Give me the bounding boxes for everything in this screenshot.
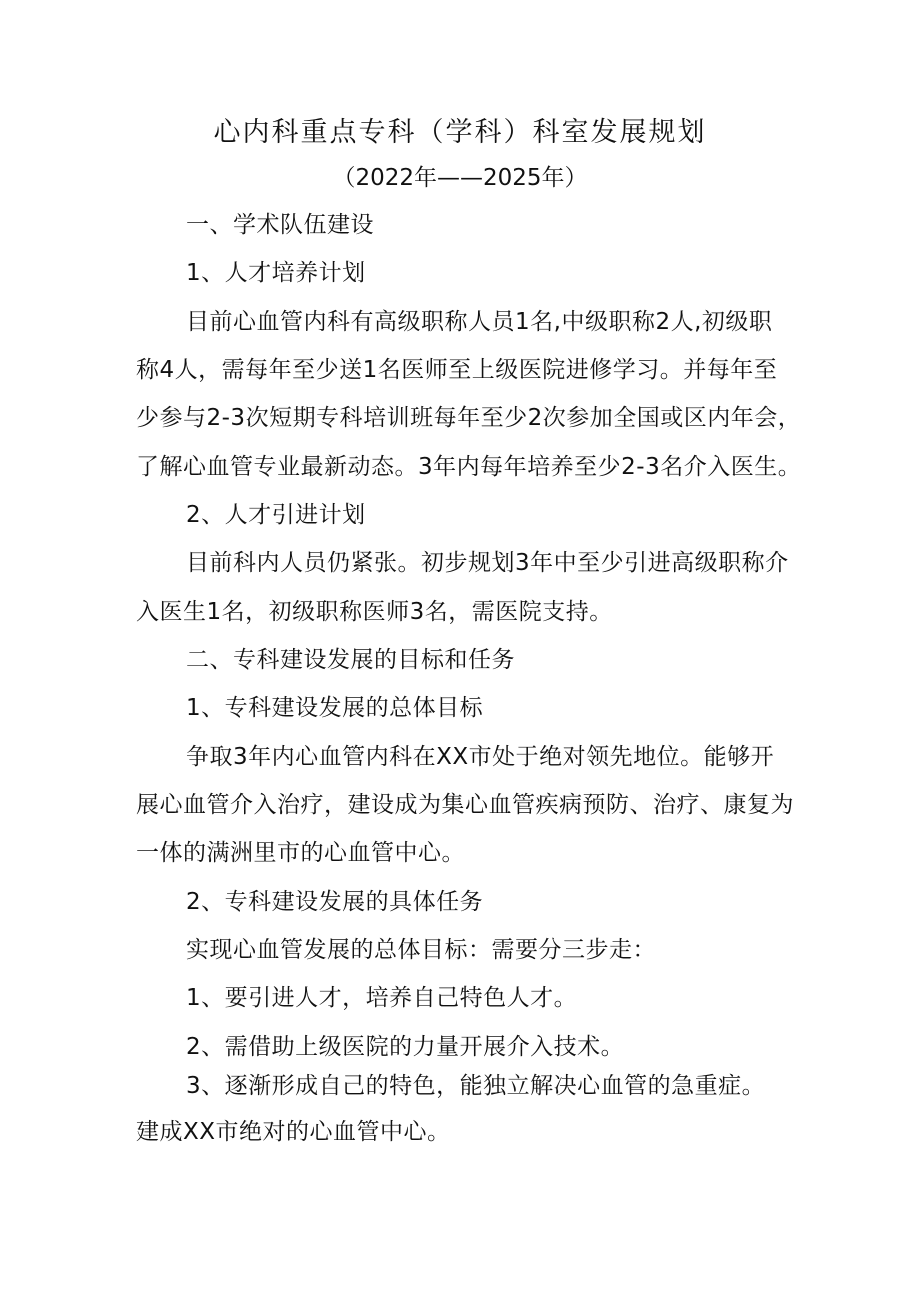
list-item: 1、要引进人才，培养自己特色人才。 [186,985,578,1011]
subsection-heading: 1、专科建设发展的总体目标 [186,695,484,721]
paragraph-line: 目前科内人员仍紧张。初步规划3年中至少引进高级职称介 [186,550,789,576]
subsection-heading: 1、人才培养计划 [186,260,366,286]
paragraph-line: 建成XX市绝对的心血管中心。 [136,1119,451,1145]
paragraph-line: 称4人，需每年至少送1名医师至上级医院进修学习。并每年至 [136,357,778,383]
paragraph-line: 争取3年内心血管内科在XX市处于绝对领先地位。能够开 [186,744,775,770]
paragraph-line: 展心血管介入治疗，建设成为集心血管疾病预防、治疗、康复为 [136,792,794,818]
paragraph-line: 了解心血管专业最新动态。3年内每年培养至少2-3名介入医生。 [136,454,802,480]
list-item: 3、逐渐形成自己的特色，能独立解决心血管的急重症。 [186,1073,766,1099]
paragraph-line: 目前心血管内科有高级职称人员1名,中级职称2人,初级职 [186,309,773,335]
document-title: 心内科重点专科（学科）科室发展规划 [213,117,707,148]
subsection-heading: 2、专科建设发展的具体任务 [186,889,484,915]
section-heading-2: 二、专科建设发展的目标和任务 [186,647,515,673]
list-item: 2、需借助上级医院的力量开展介入技术。 [186,1034,625,1060]
paragraph-line: 一体的满洲里市的心血管中心。 [136,840,465,866]
section-heading-1: 一、学术队伍建设 [186,212,374,238]
paragraph-line: 入医生1名，初级职称医师3名，需医院支持。 [136,599,613,625]
subsection-heading: 2、人才引进计划 [186,502,366,528]
paragraph-line: 少参与2-3次短期专科培训班每年至少2次参加全国或区内年会， [136,405,802,431]
paragraph-line: 实现心血管发展的总体目标：需要分三步走： [186,937,656,963]
document-subtitle: （2022年——2025年） [332,165,588,191]
